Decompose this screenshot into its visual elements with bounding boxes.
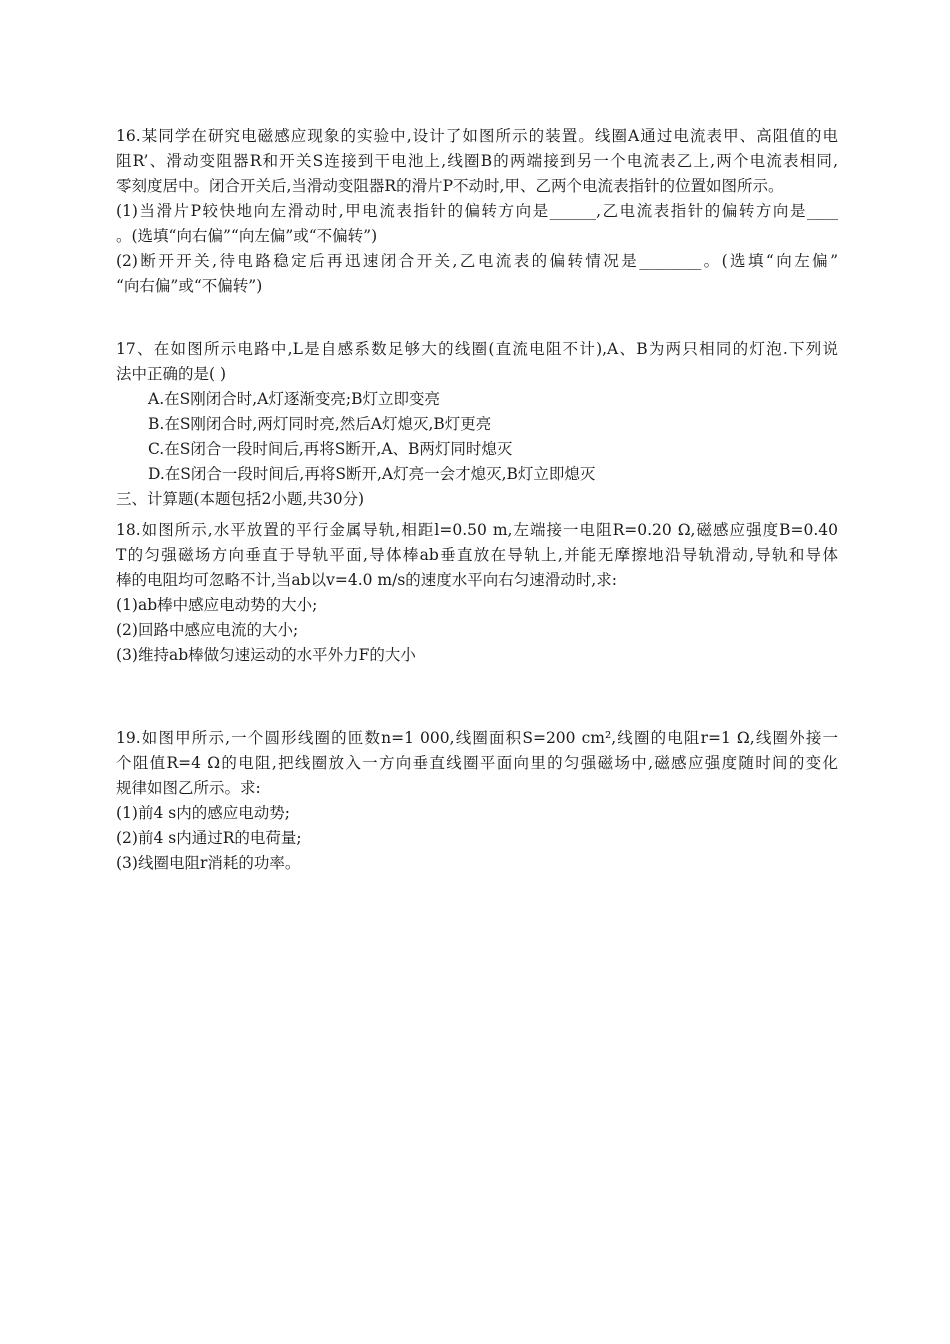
q16-line-4: (1)当滑片P较快地向左滑动时,甲电流表指针的偏转方向是______,乙电流表指针的偏转方向是____ <box>116 202 838 220</box>
q17-stem-line-1: 17、在如图所示电路中,L是自感系数足够大的线圈(直流电阻不计),A、B为两只相同的灯泡.下列说 <box>116 340 838 358</box>
q19-part-3: (3)线圈电阻r消耗的功率。 <box>116 854 301 872</box>
q18-part-1: (1)ab棒中感应电动势的大小; <box>116 596 318 614</box>
q16-line-7: “向右偏”或“不偏转”) <box>116 277 263 295</box>
question-19 <box>116 726 838 876</box>
q19-part-1: (1)前4 s内的感应电动势; <box>116 804 290 822</box>
q18-line-2: T的匀强磁场方向垂直于导轨平面,导体棒ab垂直放在导轨上,并能无摩擦地沿导轨滑动,导轨和导体 <box>116 546 838 564</box>
q17-option-c: C.在S闭合一段时间后,再将S断开,A、B两灯同时熄灭 <box>148 440 513 458</box>
section-heading-calculation: 三、计算题(本题包括2小题,共30分) <box>116 490 365 508</box>
q16-line-3: 零刻度居中。闭合开关后,当滑动变阻器R的滑片P不动时,甲、乙两个电流表指针的位置如图所示。 <box>116 177 784 195</box>
q19-part-2: (2)前4 s内通过R的电荷量; <box>116 829 302 847</box>
q16-line-1: 16.某同学在研究电磁感应现象的实验中,设计了如图所示的装置。线圈A通过电流表甲、高阻值的电 <box>116 127 838 145</box>
question-18 <box>116 518 838 668</box>
q19-line-2: 个阻值R=4 Ω的电阻,把线圈放入一方向垂直线圈平面向里的匀强磁场中,磁感应强度随时间的变化 <box>116 754 838 772</box>
question-16 <box>116 124 838 299</box>
q18-line-3: 棒的电阻均可忽略不计,当ab以v=4.0 m/s的速度水平向右匀速滑动时,求: <box>116 571 617 589</box>
q17-option-b: B.在S刚闭合时,两灯同时亮,然后A灯熄灭,B灯更亮 <box>148 415 492 433</box>
question-17 <box>116 337 838 487</box>
q18-part-2: (2)回路中感应电流的大小; <box>116 621 299 639</box>
q18-part-3: (3)维持ab棒做匀速运动的水平外力F的大小 <box>116 646 416 664</box>
q19-line-1: 19.如图甲所示,一个圆形线圈的匝数n=1 000,线圈面积S=200 cm²,线圈的电阻r=1 Ω,线圈外接一 <box>116 729 838 747</box>
spacer <box>116 299 838 337</box>
q19-line-3: 规律如图乙所示。求: <box>116 779 261 797</box>
q16-line-6: (2)断开开关,待电路稳定后再迅速闭合开关,乙电流表的偏转情况是________。(选填“向左偏” <box>116 252 838 270</box>
q16-line-2: 阻R’、滑动变阻器R和开关S连接到干电池上,线圈B的两端接到另一个电流表乙上,两个电流表相同, <box>116 152 838 170</box>
q17-stem-line-2: 法中正确的是( ) <box>116 365 227 383</box>
q17-option-a: A.在S刚闭合时,A灯逐渐变亮;B灯立即变亮 <box>148 390 440 408</box>
q16-line-5: 。(选填“向右偏”“向左偏”或“不偏转”) <box>116 227 378 245</box>
exam-page <box>116 124 838 876</box>
q18-line-1: 18.如图所示,水平放置的平行金属导轨,相距l=0.50 m,左端接一电阻R=0.20 Ω,磁感应强度B=0.40 <box>116 521 838 539</box>
q17-option-d: D.在S闭合一段时间后,再将S断开,A灯亮一会才熄灭,B灯立即熄灭 <box>148 465 596 483</box>
spacer <box>116 668 838 726</box>
